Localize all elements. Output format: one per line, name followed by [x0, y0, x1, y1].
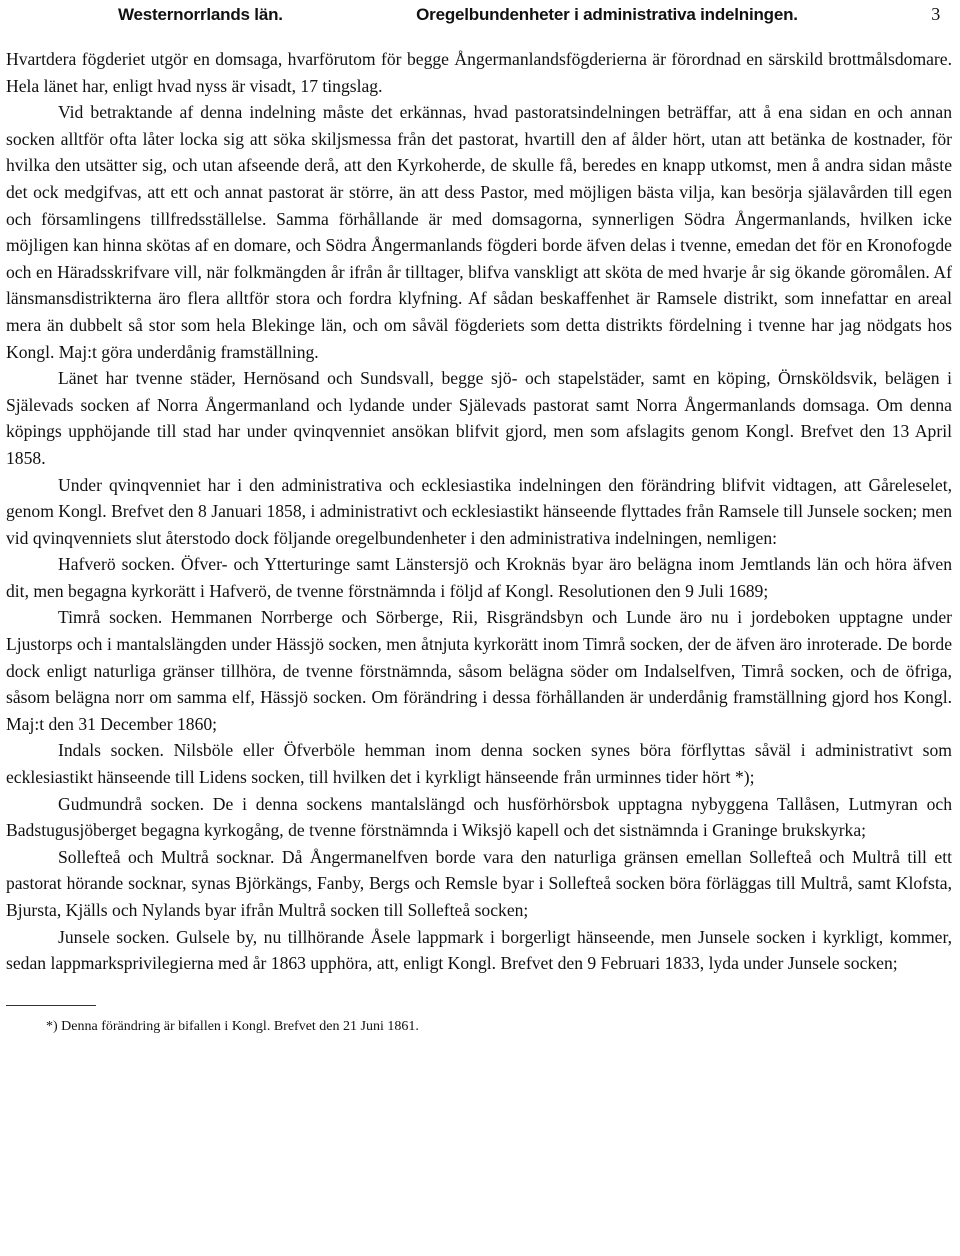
paragraph: Gudmundrå socken. De i denna sockens mantalslängd och husförhörsbok upptagna nybyggena Tallåsen, Lutmyran och Badstugusjöberget begagna kyrkogång, de tvenne förstnämnda i Wiksjö kapell och det sistnämnda i Graninge brukskyrka; — [6, 793, 952, 841]
footnote-divider — [6, 1005, 96, 1006]
header-region: Westernorrlands län. — [118, 5, 283, 24]
paragraph: Hafverö socken. Öfver- och Ytterturinge samt Länstersjö och Kroknäs byar äro belägna inom Jemtlands län och höra äfven dit, men begagna kyrkorätt i Hafverö, de tvenne förstnämnda i följd af Kongl. Resolutionen den 9 Juli 1689; — [6, 554, 952, 601]
header-section-title: Oregelbundenheter i administrativa indelningen. — [416, 5, 798, 24]
footnote: *) Denna förändring är bifallen i Kongl. Brefvet den 21 Juni 1861. — [46, 1018, 419, 1034]
running-header — [6, 4, 952, 32]
paragraph: Timrå socken. Hemmanen Norrberge och Sörberge, Rii, Risgrändsbyn och Lunde äro nu i jordeboken upptagne under Ljustorps och i mantalslängden under Hässjö socken, men åtnjuta kyrkorätt inom Timrå socken, der de äfven äro inroterade. De borde dock enligt naturliga gränser tillhöra, de tvenne förstnämnda, såsom belägna söder om Indalselfven, Timrå socken, och de öfriga, såsom belägna norr om samma elf, Hässjö socken. Om förändring i dessa förhållanden är underdånig framställning gjord hos Kongl. Maj:t den 31 December 1860; — [6, 607, 952, 734]
paragraph: Junsele socken. Gulsele by, nu tillhörande Åsele lappmark i borgerligt hänseende, men Junsele socken i kyrkligt, kommer, sedan lappmarksprivilegierna med år 1863 upphöra, att, enligt Kongl. Brefvet den 9 Februari 1833, lyda under Junsele socken; — [6, 926, 952, 974]
paragraph: Indals socken. Nilsböle eller Öfverböle hemman inom denna socken synes böra förflyttas såväl i administrativt som ecklesiastikt hänseende till Lidens socken, till hvilken det i kyrkligt hänseende från urminnes tider hört *); — [6, 740, 952, 788]
paragraph: Hvartdera fögderiet utgör en domsaga, hvarförutom för begge Ångermanlandsfögderierna är förordnad en särskild brottmålsdomare. Hela länet har, enligt hvad nyss är visadt, 17 tingslag. — [6, 49, 952, 96]
paragraph: Sollefteå och Multrå socknar. Då Ångermanelfven borde vara den naturliga gränsen emellan Sollefteå och Multrå till ett pastorat hörande socknar, synas Björkängs, Fanby, Bergs och Remsle byar i Sollefteå socken böra förläggas till Multrå, samt Klofsta, Bjursta, Kjälls och Nylands byar ifrån Multrå socken till Sollefteå socken; — [6, 846, 952, 920]
paragraph: Under qvinqvenniet har i den administrativa och ecklesiastika indelningen den förändring blifvit vidtagen, att Gåreleselet, genom Kongl. Brefvet den 8 Januari 1858, i administrativt och ecklesiastikt hänseende flyttades från Ramsele till Junsele socken; men vid qvinqvenniets slut återstodo dock följande oregelbundenheter i den administrativa indelningen, nemligen: — [6, 474, 952, 548]
paragraph: Länet har tvenne städer, Hernösand och Sundsvall, begge sjö- och stapelstäder, samt en köping, Örnsköldsvik, belägen i Själevads socken af Norra Ångermanland och lydande under Själevads pastorat samt Norra Ångermanlands domsaga. Om denna köpings upphöjande till stad har under qvinqvenniet ansökan blifvit gjord, men som afslagits genom Kongl. Brefvet den 13 April 1858. — [6, 368, 952, 468]
paragraph: Vid betraktande af denna indelning måste det erkännas, hvad pastoratsindelningen beträffar, att å ena sidan en och annan socken alltför ofta låter locka sig att söka skiljsmessa från det pastorat, hvartill den af ålder hört, utan att betänka de kostnader, för hvilka den utsätter sig, och utan afseende derå, att den Kyrkoherde, de skulle få, beredes en knapp utkomst, men å andra sidan måste det ock medgifvas, att ett och annat pastorat är större, än att dess Pastor, med möjligen bästa vilja, kan besörja själavården till egen och församlingens tillfredsställelse. Samma förhållande är med domsagorna, synnerligen Södra Ångermanlands, hvilken icke möjligen kan hinna skötas af en domare, och Södra Ångermanlands fögderi borde äfven delas i tvenne, emedan det för en Kronofogde och en Häradsskrifvare vill, när folkmängden år ifrån år tilltager, blifva vanskligt att sköta de med hvarje år sig ökande göromålen. Af länsmansdistrikterna äro flera alltför stora och fordra klyfning. Af sådan beskaffenhet är Ramsele distrikt, som innefattar en areal mera än dubbelt så stor som hela Blekinge län, och om såväl fögderiets som detta distrikts fördelning i tvenne har jag nödgats hos Kongl. Maj:t göra underdånig framställning. — [6, 102, 952, 362]
body-text — [6, 46, 952, 977]
page-number: 3 — [931, 4, 940, 24]
